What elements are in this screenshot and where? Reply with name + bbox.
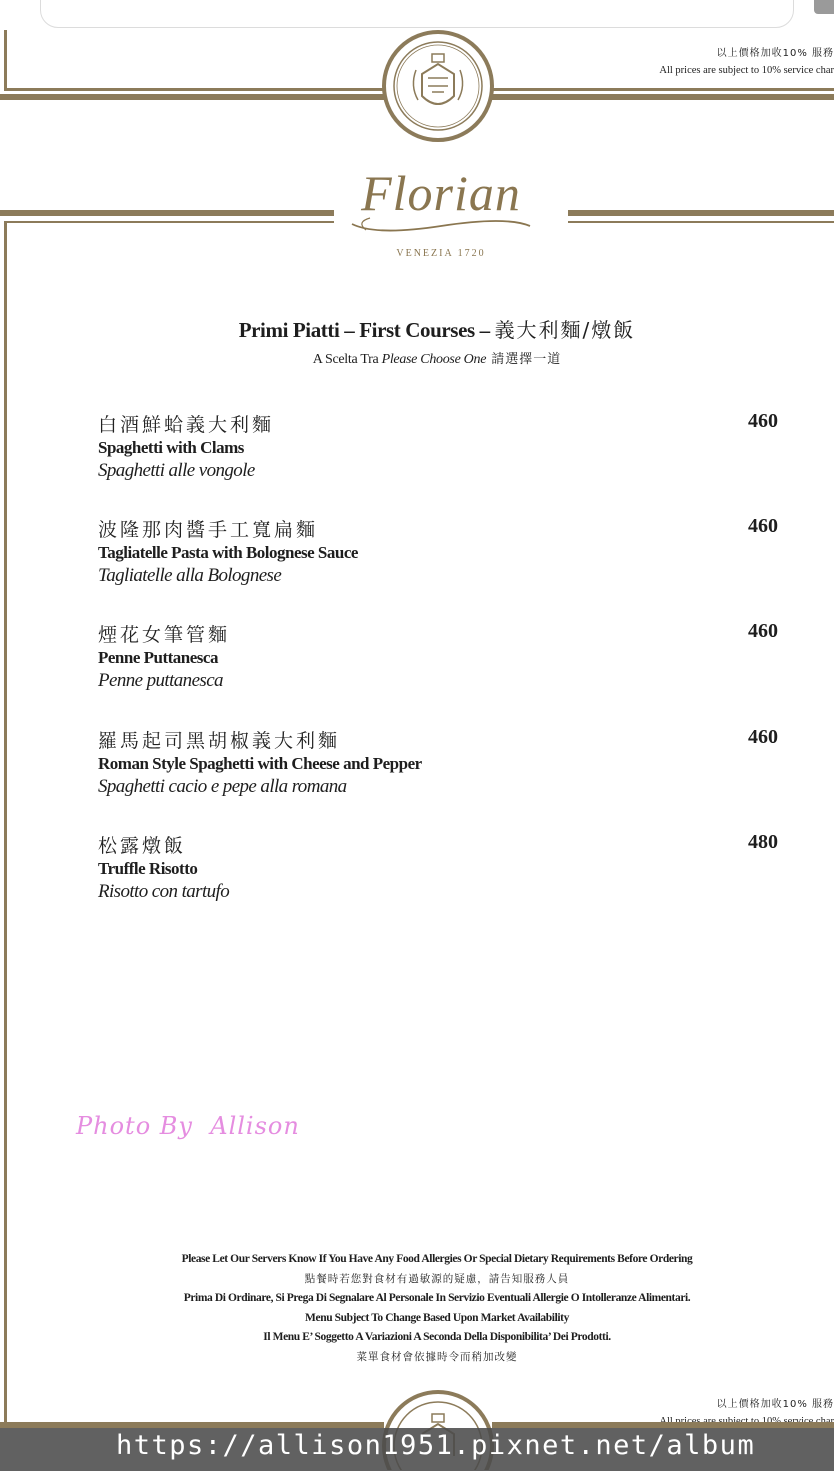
menu-item-price: 460 [748,410,778,432]
section-subtitle [0,348,834,368]
section-title-zh: 義大利麵/燉飯 [494,318,636,342]
menu-item-en: Penne Puttanesca [98,648,218,667]
menu-item-it: Penne puttanesca [98,670,223,691]
frame-top-rule-right [492,88,834,91]
frame-top-rule-right-thick [492,94,834,100]
menu-item-zh: 羅馬起司黑胡椒義大利麵 [98,730,341,752]
florian-logo [346,165,536,259]
frame-top-rule-left-thick [0,94,384,100]
frame-left-vertical-top [4,30,7,90]
menu-item [98,410,778,482]
menu-item-zh: 煙花女筆管麵 [98,624,231,646]
footer-allergy-it: Prima Di Ordinare, Si Prega Di Segnalare Al Personale In Servizio Eventuali Allergie O Intolleranze Alimentari. [183,1292,691,1304]
frame-left-vertical-main [4,221,7,1428]
menu-item-it: Spaghetti alle vongole [98,460,255,481]
menu-item [98,831,778,903]
menu-item [98,515,778,587]
photo-credit-watermark: Photo By Allison [76,1112,300,1140]
footer-allergy-zh: 點餐時若您對食材有過敏源的疑慮，請告知服務人員 [304,1272,570,1285]
section-sub-zh: 請選擇一道 [486,352,562,367]
section-sub-prefix: A Scelta Tra [312,352,382,367]
florian-logo-sub: VENEZIA 1720 [396,248,486,259]
footer-change-zh: 菜單食材會依據時令而稍加改變 [356,1350,518,1363]
service-charge-zh: 以上價格加收10% 服務 [716,1399,834,1410]
menu-item-it: Spaghetti cacio e pepe alla romana [98,776,347,797]
frame-logo-rule-left [0,210,334,216]
menu-item-en: Roman Style Spaghetti with Cheese and Pepper [98,754,422,773]
footer-allergy-en: Please Let Our Servers Know If You Have Any Food Allergies Or Special Dietary Requirements Before Ordering [181,1253,693,1265]
menu-item-price: 480 [748,831,778,853]
menu-item-price: 460 [748,515,778,537]
florian-seal-top [382,30,494,142]
menu-item-zh: 波隆那肉醬手工寬扁麵 [98,519,319,541]
footer-notes [0,1250,834,1367]
menu-item [98,726,778,798]
menu-item-price: 460 [748,726,778,748]
service-charge-zh: 以上價格加收10% 服務 [716,48,834,59]
service-charge-en: All prices are subject to 10% service char [659,65,834,76]
menu-item-en: Truffle Risotto [98,859,198,878]
menu-item-zh: 松露燉飯 [98,835,187,857]
url-overlay-text: https://allison1951.pixnet.net/album [116,1430,756,1461]
menu-item [98,620,778,692]
frame-logo-rule-left-thin [4,221,334,223]
menu-item-zh: 白酒鮮蛤義大利麵 [98,414,275,436]
menu-item-it: Tagliatelle alla Bolognese [98,565,282,586]
section-title [0,314,834,343]
service-charge-notice-top [659,44,834,76]
section-sub-italic: Please Choose One [381,352,487,367]
menu-item-price: 460 [748,620,778,642]
logo-swash [346,212,536,234]
menu-item-en: Spaghetti with Clams [98,438,244,457]
footer-change-en: Menu Subject To Change Based Upon Market Availability [305,1311,569,1324]
section-title-en: Primi Piatti – First Courses – [238,318,495,342]
top-card-edge [40,0,794,28]
frame-logo-rule-right [568,210,834,216]
menu-item-it: Risotto con tartufo [98,881,230,902]
scroll-indicator [814,0,834,14]
frame-logo-rule-right-thin [568,221,834,223]
florian-logo-script: Florian [361,165,521,221]
footer-change-it: Il Menu E’ Soggetto A Variazioni A Seconda Della Disponibilita’ Dei Prodotti. [263,1331,611,1343]
frame-top-rule-left [4,88,384,91]
menu-item-en: Tagliatelle Pasta with Bolognese Sauce [98,543,358,562]
